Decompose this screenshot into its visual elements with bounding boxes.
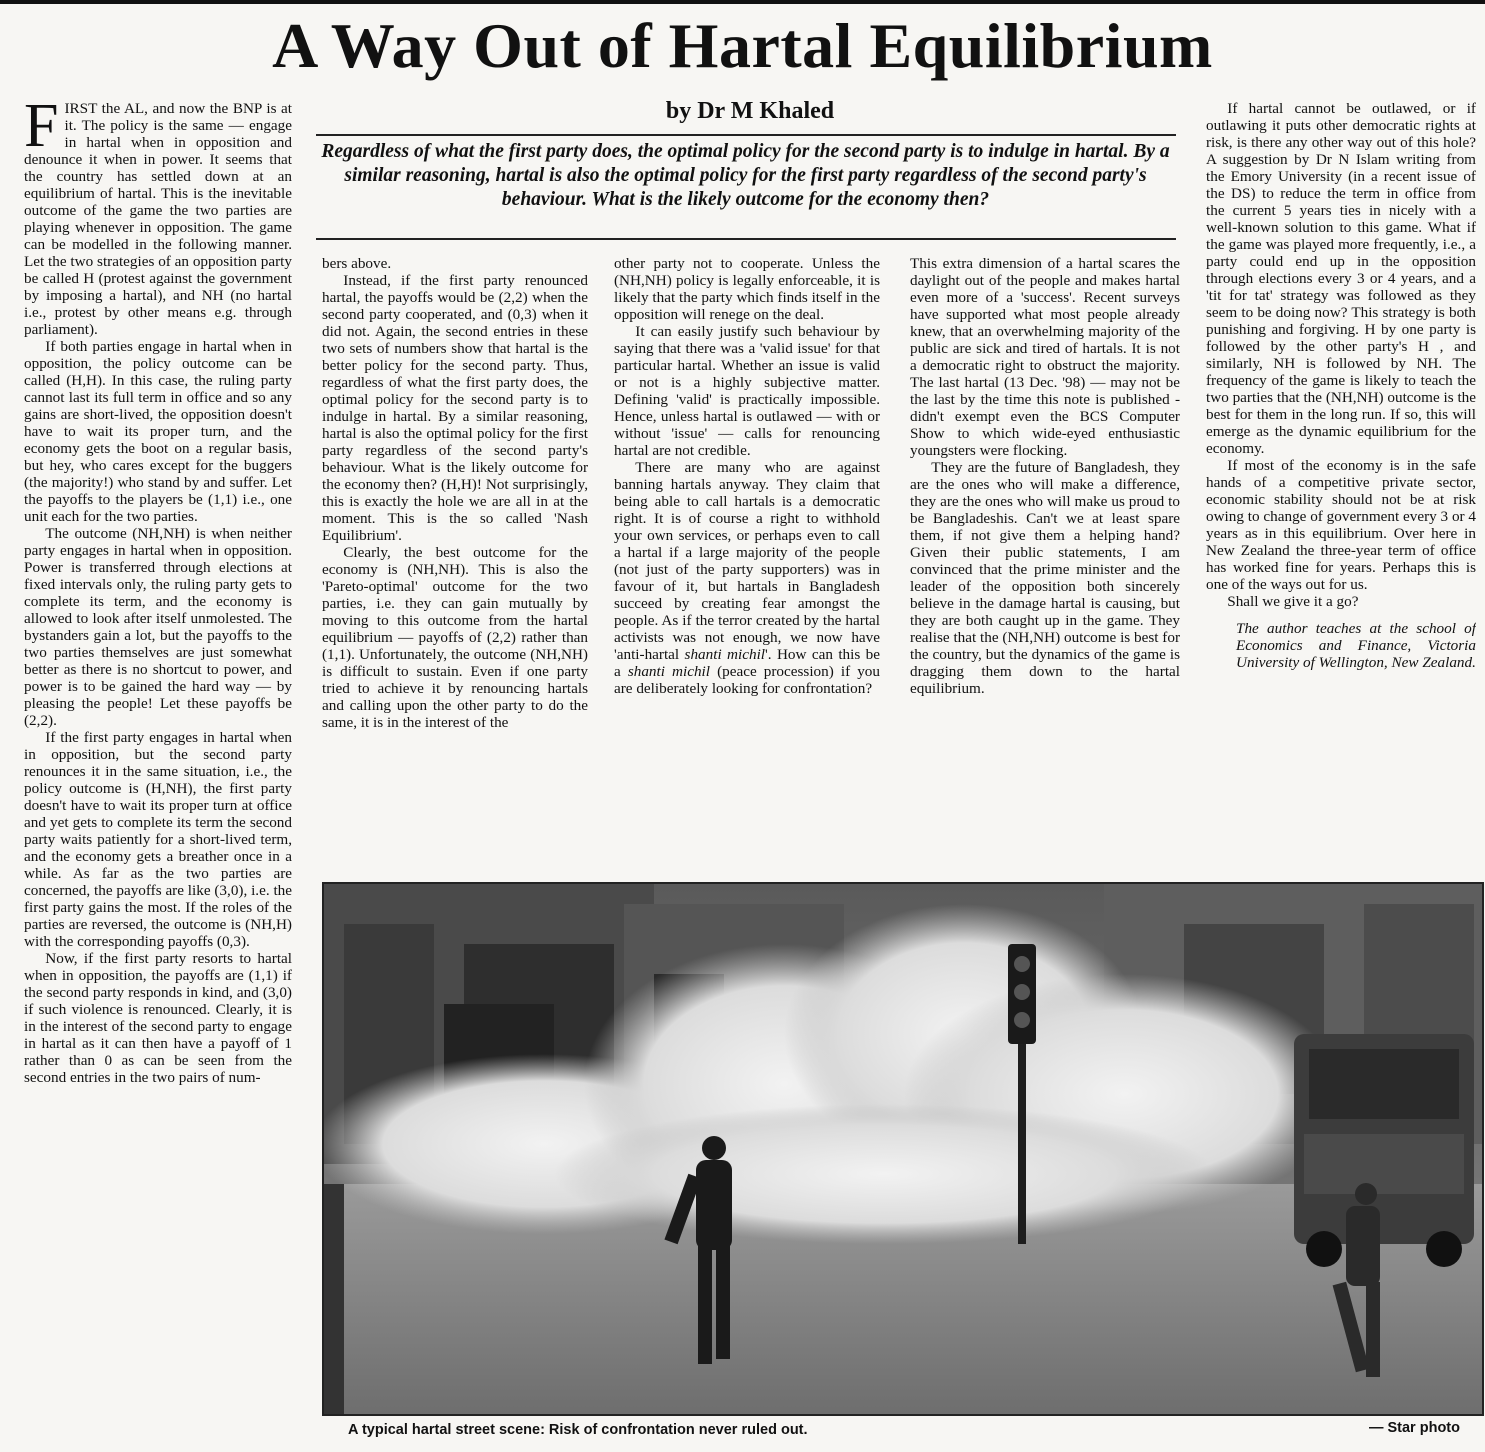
col1-paragraph-2: The outcome (NH,NH) is when neither party engages in hartal when in opposition. Power is transferred through elections at fixed intervals only, the ruling party gets to complete its term, and the economy is allowed to look after itself unmolested. The bystanders gain a lot, but the payoffs to the two parties themselves are just somewhat better as there is no shortcut to power, and power is to be gained the hard way — by pleasing the people! Let these payoffs be (2,2).	[24, 525, 292, 729]
article-column-2	[322, 255, 588, 867]
col5-paragraph-0: If hartal cannot be outlawed, or if outlawing it puts other democratic rights at risk, is there any other way out of this hole? A suggestion by Dr N Islam writing from the Emory University (in a recent issue of the DS) to reduce the term in office from the current 5 years ties in nicely with a well-known solution to this game. What if the game was played more frequently, i.e., a party could end up in the opposition through elections every 3 or 4 years, and a 'tit for tat' strategy was followed as they seem to be doing now? This strategy is both punishing and forgiving. H by one party is followed by the other party's H , and similarly, NH is followed by NH. The frequency of the game is likely to teach the two parties that the (NH,NH) outcome is the best for them in the long run. If so, this will emerge as the dynamic equilibrium for the economy.	[1206, 100, 1476, 457]
col3-paragraph-0: other party not to cooperate. Unless the (NH,NH) policy is legally enforceable, it is likely that the party which finds itself in the opposition will renege on the deal.	[614, 255, 880, 323]
col3-italic-term-2: shanti michil	[627, 663, 710, 680]
col5-paragraph-2: Shall we give it a go?	[1227, 593, 1359, 610]
article-column-5	[1206, 100, 1476, 870]
col4-paragraph-0: This extra dimension of a hartal scares the daylight out of the people and makes hartal even more of a 'success'. Recent surveys have supported what most people already knew, that an overwhelming majority of the public are sick and tired of hartals. It is not a democratic right to obstruct the majority. The last hartal (13 Dec. '98) — may not be the last by the time this note is published - didn't exempt even the BCS Computer Show to which wide-eyed enthusiastic youngsters were flocking.	[910, 255, 1180, 459]
photo-caption: A typical hartal street scene: Risk of confrontation never ruled out.	[348, 1422, 808, 1438]
photo-credit: — Star photo	[1368, 1420, 1460, 1436]
col1-paragraph-3: If the first party engages in hartal when in opposition, but the second party renounces it in the same situation, i.e., the policy outcome is (H,NH), the first party doesn't have to wait its proper turn at office and yet gets to complete its term the second party waits patiently for a short-lived term, and the economy gets a breather once in a while. As far as the two parties are concerned, the payoffs are like (3,0), i.e. the first party gains the most. If the roles of the parties are reversed, the outcome is (NH,H) with the corresponding payoffs (0,3).	[24, 729, 292, 950]
headline: A Way Out of Hartal Equilibrium	[272, 10, 1213, 81]
col1-paragraph-1: If both parties engage in hartal when in opposition, the policy outcome can be called (H,H). In this case, the ruling party cannot last its full term in office and so any gains are short-lived, the opposition doesn't have to wait its proper turn, and the economy gets the boot on a regular basis, but hey, who cares except for the buggers (the majority!) who stand by and suffer. Let the payoffs to the players be (1,1) i.e., one unit each for the two parties.	[24, 338, 292, 525]
opening-paragraph	[24, 100, 292, 338]
col2-paragraph-0: bers above.	[322, 255, 392, 272]
col3-italic-term-1: shanti michil	[684, 646, 766, 663]
street-scene-photo	[322, 882, 1484, 1416]
article-column-3	[614, 255, 880, 867]
byline: by Dr M Khaled	[665, 98, 835, 124]
drop-cap: F	[24, 100, 59, 160]
col3-text-a: There are many who are against banning hartals anyway. They claim that being able to call hartals is a democratic right. It is of course a right to withhold your own services, or perhaps even to call a hartal if a large majority of the people (not just of the party supporters) was in favour of it, but hartals in Bangladesh succeed by creating fear amongst the people. As if the terror created by the hartal activists was not enough, we now have 'anti-hartal	[614, 459, 880, 663]
article-column-4	[910, 255, 1180, 867]
blurb-bottom-rule	[316, 238, 1176, 240]
col1-text-0: IRST the AL, and now the BNP is at it. The policy is the same — engage in hartal when in opposition and denounce it when in power. It seems that the country has settled down at an equilibrium of hartal. This is the inevitable outcome of the game the two parties are playing whenever in opposition. The game can be modelled in the following manner. Let the two strategies of an opposition party be called H (protest against the government by imposing a hartal), and NH (no hartal i.e., protest by other means e.g. through parliament).	[24, 100, 292, 338]
col1-paragraph-4: Now, if the first party resorts to hartal when in opposition, the payoffs are (1,1) if the second party responds in kind, and (3,0) if such violence is renounced. Clearly, it is in the interest of the second party to engage in hartal as it can then have a payoff of 1 rather than 0 as can be seen from the second entries in the two pairs of num-	[24, 950, 292, 1086]
col3-text-e: (peace procession) if you are deliberately looking for confrontation?	[614, 663, 880, 697]
col3-paragraph-1: It can easily justify such behaviour by saying that there was a 'valid issue' for that particular hartal. Whether an issue is valid or not is a highly subjective matter. Defining 'valid' is practically impossible. Hence, unless hartal is outlawed — with or without 'issue' — calls for renouncing hartal are not credible.	[614, 323, 880, 459]
col4-paragraph-1: They are the future of Bangladesh, they are the ones who will make a difference, they are the ones who will make us proud to be Bangladeshis. Can't we at least spare them, if not give them a helping hand? Given their public statements, I am convinced that the prime minister and the leader of the opposition both sincerely believe in the damage hartal is causing, but they are both caught up in the game. They realise that the (NH,NH) outcome is best for the country, but the dynamics of the game is dragging them down to the hartal equilibrium.	[910, 459, 1180, 697]
blurb-top-rule	[316, 134, 1176, 136]
col2-paragraph-1: Instead, if the first party renounced hartal, the payoffs would be (2,2) when the second party cooperated, and (0,3) when it did not. Again, the second entries in these two sets of numbers show that hartal is the better policy for the second party. Thus, regardless of what the first party does, the optimal policy for the second party is to indulge in hartal. By a similar reasoning, hartal is also the optimal policy for the first party regardless of the second party's behaviour. What is the likely outcome for the economy then? (H,H)! Not surprisingly, this is exactly the hole we are all in at the moment. This is the so called 'Nash Equilibrium'.	[322, 272, 588, 544]
col3-paragraph-2	[614, 459, 880, 697]
standfirst-blurb: Regardless of what the first party does, the optimal policy for the second party is to indulge in hartal. By a similar reasoning, hartal is also the optimal policy for the first party regardless of the second party's behaviour. What is the likely outcome for the economy then?	[321, 141, 1170, 210]
col5-paragraph-1: If most of the economy is in the safe hands of a competitive private sector, economic stability should not be at risk owing to change of government every 3 or 4 years as in this equilibrium. Over here in New Zealand the three-year term of office has worked fine for years. Perhaps this is one of the ways out for us.	[1206, 457, 1476, 593]
col3-text-c: '. How can this be a	[614, 646, 880, 680]
article-column-1	[24, 100, 292, 1452]
top-border	[0, 0, 1485, 4]
col2-paragraph-2: Clearly, the best outcome for the economy is (NH,NH). This is also the 'Pareto-optimal' outcome for the two parties, i.e. they can gain mutually by moving to this outcome from the hartal equilibrium — payoffs of (2,2) rather than (1,1). Unfortunately, the outcome (NH,NH) is difficult to sustain. Even if one party tried to achieve it by renouncing hartals and calling upon the other party to do the same, it is in the interest of the	[322, 544, 588, 731]
author-credit: The author teaches at the school of Economics and Finance, Victoria University of Wellington, New Zealand.	[1236, 620, 1476, 671]
photo-illustration	[324, 884, 1482, 1414]
